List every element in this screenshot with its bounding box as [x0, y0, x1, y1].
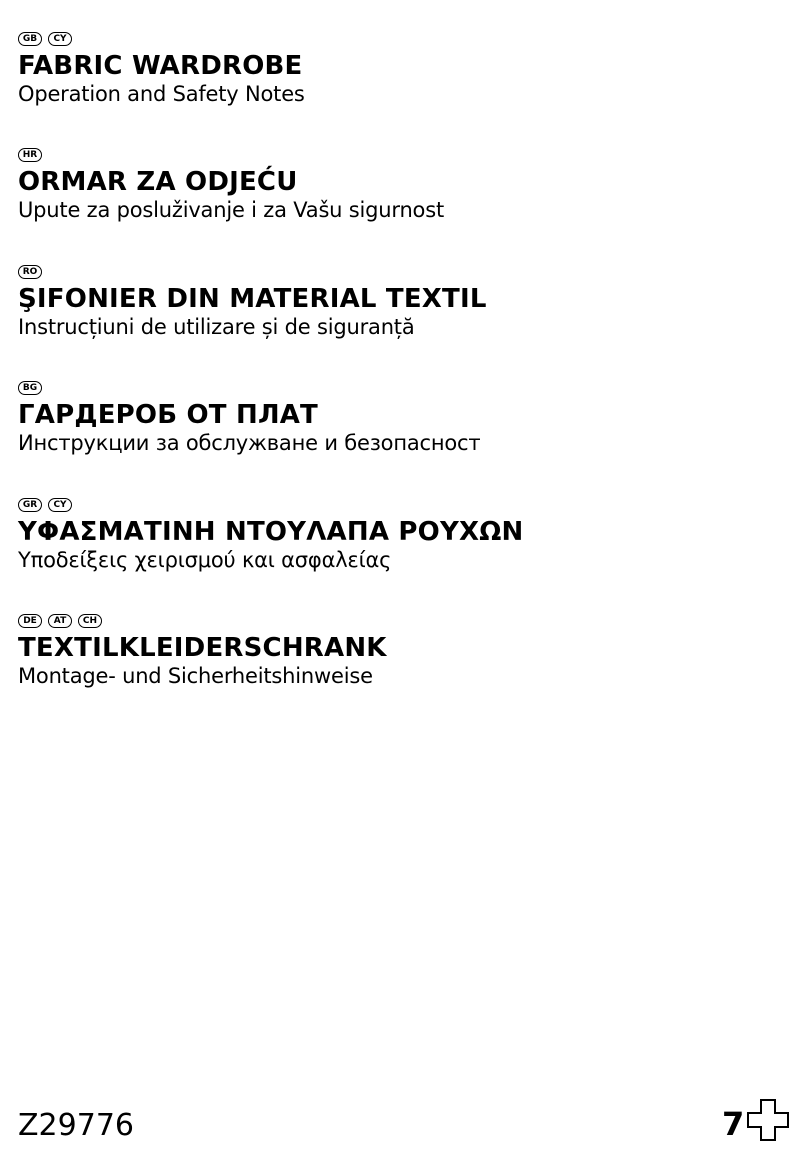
section-subtitle: Υποδείξεις χειρισμού και ασφαλείας	[18, 548, 392, 572]
language-section-gb	[18, 32, 305, 107]
country-badges	[18, 32, 305, 49]
country-badges	[18, 148, 444, 165]
country-badge-de: DE	[18, 614, 42, 628]
language-section-ro	[18, 265, 487, 340]
country-badge-ro: RO	[18, 265, 42, 279]
section-subtitle: Operation and Safety Notes	[18, 82, 305, 106]
country-badges	[18, 498, 523, 515]
section-subtitle: Upute za posluživanje i za Vašu sigurnost	[18, 198, 444, 222]
country-badge-cy: CY	[48, 498, 72, 512]
section-title: TEXTILKLEIDERSCHRANK	[18, 633, 387, 663]
section-subtitle: Montage- und Sicherheitshinweise	[18, 664, 373, 688]
country-badge-gr: GR	[18, 498, 42, 512]
country-badge-cy: CY	[48, 32, 72, 46]
country-badge-ch: CH	[78, 614, 102, 628]
section-title: ŞIFONIER DIN MATERIAL TEXTIL	[18, 284, 487, 314]
section-title: ΥΦΑΣΜΑΤΙΝΗ ΝΤΟΥΛΑΠΑ ΡΟΥΧΩΝ	[18, 517, 524, 547]
section-subtitle: Инструкции за обслужване и безопасност	[18, 431, 481, 455]
product-code: Z29776	[18, 1108, 134, 1143]
language-section-de	[18, 614, 387, 689]
section-title: FABRIC WARDROBE	[18, 51, 303, 81]
section-subtitle: Instrucțiuni de utilizare și de siguranță	[18, 315, 415, 339]
language-section-gr	[18, 498, 523, 573]
section-title: ORMAR ZA ODJEĆU	[18, 167, 298, 197]
country-badge-at: AT	[48, 614, 72, 628]
page-number: 7	[722, 1105, 745, 1143]
section-title: ГАРДЕРОБ ОТ ПЛАТ	[18, 400, 318, 430]
country-badges	[18, 265, 487, 282]
language-section-hr	[18, 148, 444, 223]
country-badge-hr: HR	[18, 148, 42, 162]
language-section-bg	[18, 381, 480, 456]
country-badge-gb: GB	[18, 32, 42, 46]
country-badge-bg: BG	[18, 381, 42, 395]
swiss-cross-outline-icon	[745, 1098, 791, 1142]
country-badges	[18, 381, 480, 398]
country-badges	[18, 614, 387, 631]
